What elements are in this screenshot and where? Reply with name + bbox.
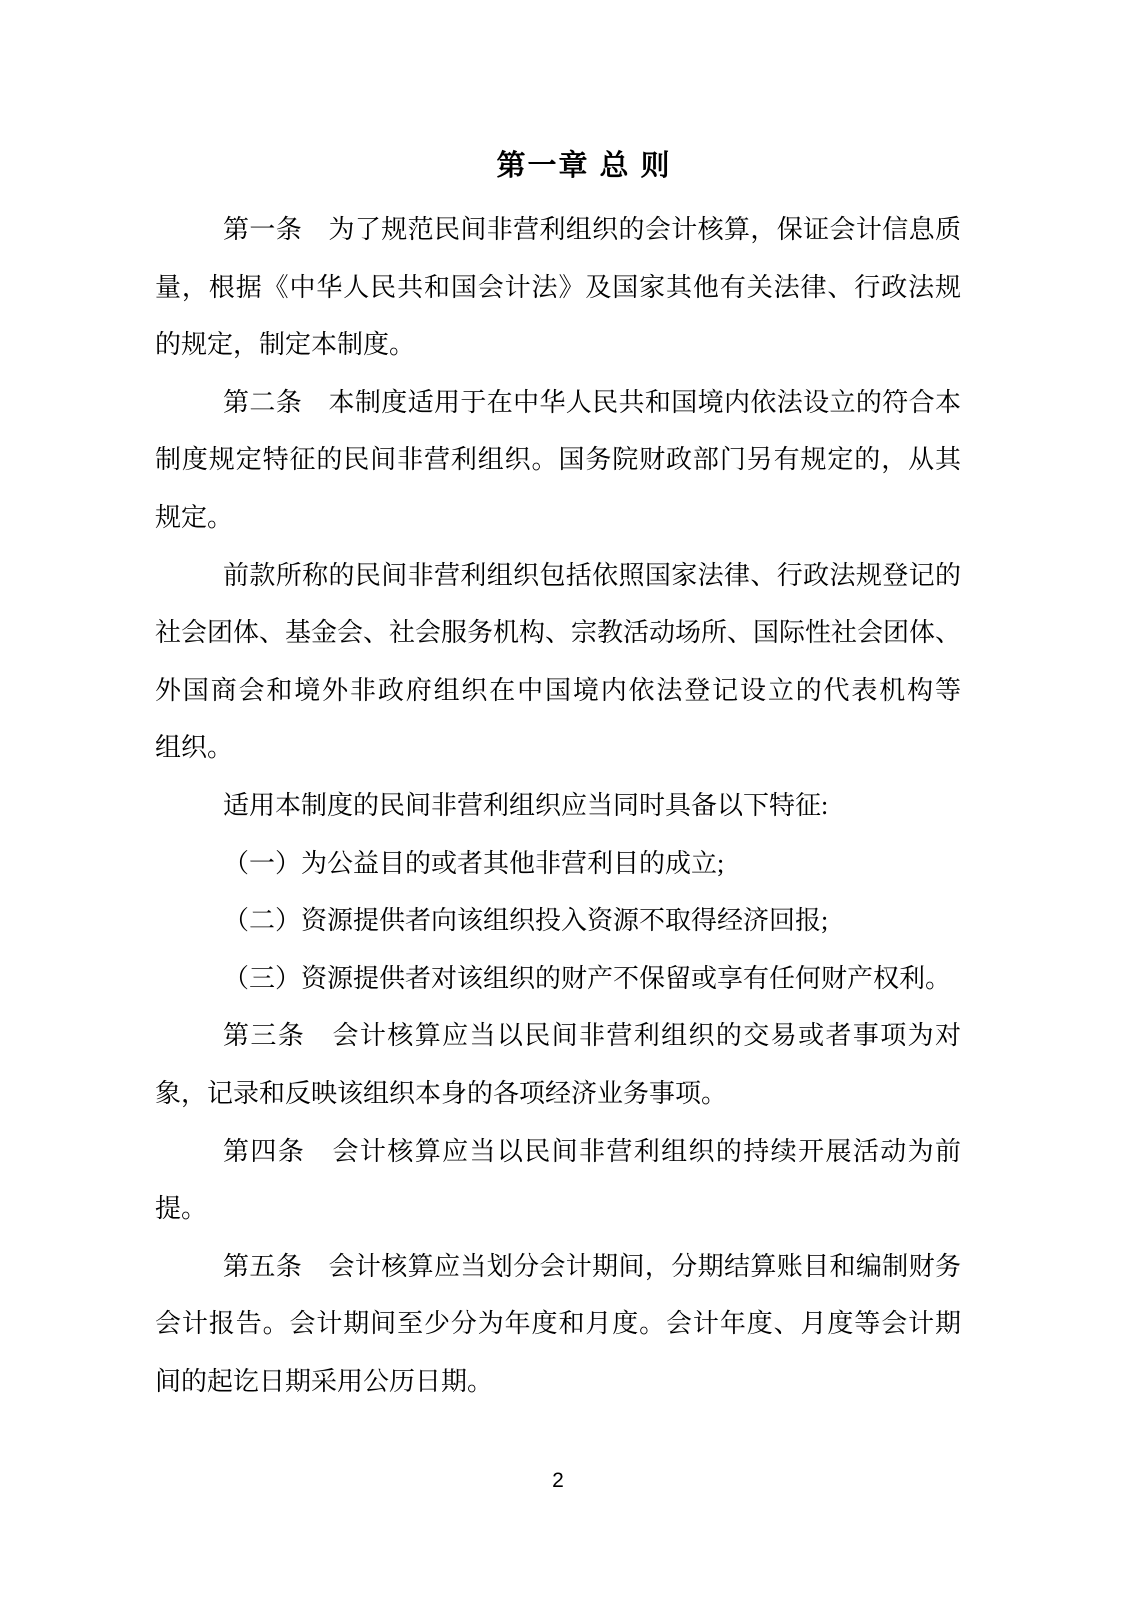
text-line: 规定。 bbox=[155, 502, 234, 532]
text-line: 第一条 为了规范民间非营利组织的会计核算，保证会计信息质 bbox=[223, 215, 961, 244]
text-line: 制度规定特征的民间非营利组织。国务院财政部门另有规定的，从其 bbox=[155, 445, 961, 475]
text-line: 第二条 本制度适用于在中华人民共和国境内依法设立的符合本 bbox=[223, 387, 961, 417]
text-line: （三）资源提供者对该组织的财产不保留或享有任何财产权利。 bbox=[223, 963, 952, 993]
text-line: 组织。 bbox=[155, 733, 234, 763]
text-line: 前款所称的民间非营利组织包括依照国家法律、行政法规登记的 bbox=[223, 560, 961, 590]
page-number: 2 bbox=[552, 1469, 564, 1492]
chapter-heading: 第一章 总 则 bbox=[496, 150, 672, 182]
text-line: 会计报告。会计期间至少分为年度和月度。会计年度、月度等会计期 bbox=[155, 1309, 961, 1339]
text-line: 外国商会和境外非政府组织在中国境内依法登记设立的代表机构等 bbox=[155, 675, 961, 705]
text-line: 第三条 会计核算应当以民间非营利组织的交易或者事项为对 bbox=[223, 1021, 961, 1051]
text-body bbox=[155, 137, 961, 1410]
text-line: 间的起讫日期采用公历日期。 bbox=[155, 1366, 494, 1396]
text-line: 第五条 会计核算应当划分会计期间，分期结算账目和编制财务 bbox=[223, 1251, 961, 1281]
text-line: 社会团体、基金会、社会服务机构、宗教活动场所、国际性社会团体、 bbox=[155, 618, 961, 648]
text-line: （二）资源提供者向该组织投入资源不取得经济回报; bbox=[223, 906, 829, 936]
text-line: 适用本制度的民间非营利组织应当同时具备以下特征: bbox=[223, 790, 829, 820]
text-line: 象，记录和反映该组织本身的各项经济业务事项。 bbox=[155, 1078, 728, 1108]
text-line: 的规定，制定本制度。 bbox=[155, 330, 416, 360]
text-line: 第四条 会计核算应当以民间非营利组织的持续开展活动为前 bbox=[223, 1136, 961, 1166]
text-line: 提。 bbox=[155, 1194, 208, 1224]
text-line: 量，根据《中华人民共和国会计法》及国家其他有关法律、行政法规 bbox=[155, 272, 961, 302]
text-line: （一）为公益目的或者其他非营利目的成立; bbox=[223, 848, 725, 878]
